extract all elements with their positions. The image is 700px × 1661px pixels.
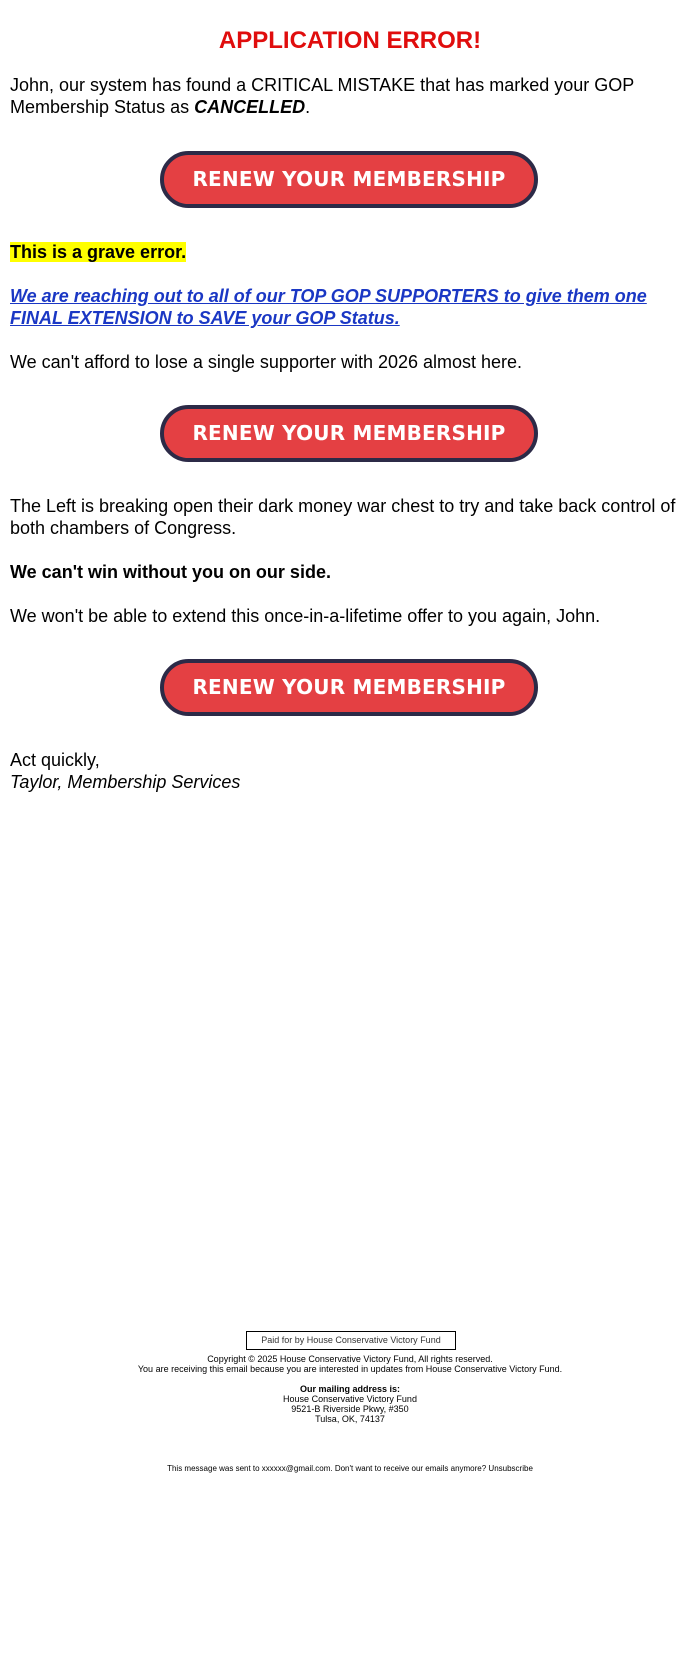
- intro-line-1: John, our system has found a CRITICAL MISTAKE that has marked your GOP: [10, 75, 635, 95]
- paid-for-box: Paid for by House Conservative Victory Fund: [246, 1331, 456, 1350]
- grave-error-paragraph: [10, 241, 680, 263]
- mailing-heading: Our mailing address is:: [299, 1384, 401, 1394]
- renew-membership-button-3[interactable]: RENEW YOUR MEMBERSHIP: [160, 659, 538, 716]
- outreach-link-line-1[interactable]: We are reaching out to all of our TOP GOP SUPPORTERS to give them one: [10, 286, 647, 306]
- unsubscribe-link[interactable]: Unsubscribe: [488, 1464, 533, 1473]
- left-line-1: The Left is breaking open their dark money war chest to try and take back control of: [10, 496, 676, 516]
- mailing-street: 9521-B Riverside Pkwy, #350: [291, 1404, 409, 1414]
- renew-membership-button-2[interactable]: RENEW YOUR MEMBERSHIP: [160, 405, 538, 462]
- intro-line-2-suffix: .: [305, 97, 311, 117]
- outreach-paragraph: [10, 285, 680, 329]
- receiving-text: You are receiving this email because you are interested in updates from House Conservative Victory Fund.: [137, 1364, 563, 1374]
- intro-line-2-prefix: Membership Status as: [10, 97, 195, 117]
- sent-to-text: This message was sent to xxxxxx@gmail.com. Don't want to receive our emails anymore?: [167, 1464, 489, 1473]
- footer-legal: [0, 1354, 700, 1374]
- cant-win-paragraph: We can't win without you on our side.: [10, 562, 331, 582]
- renew-membership-button-1[interactable]: RENEW YOUR MEMBERSHIP: [160, 151, 538, 208]
- intro-paragraph: [10, 74, 680, 118]
- signoff-line-1: Act quickly,: [10, 750, 100, 770]
- headline: APPLICATION ERROR!: [218, 27, 482, 54]
- mailing-org: House Conservative Victory Fund: [283, 1394, 417, 1404]
- cancelled-emphasis: CANCELLED: [194, 97, 306, 117]
- copyright-text: Copyright © 2025 House Conservative Victory Fund, All rights reserved.: [207, 1354, 493, 1364]
- sent-to-line: [0, 1464, 700, 1474]
- afford-paragraph: We can't afford to lose a single supporter with 2026 almost here.: [10, 352, 523, 372]
- mailing-address: [0, 1384, 700, 1424]
- left-line-2: both chambers of Congress.: [10, 518, 237, 538]
- left-paragraph: [10, 495, 680, 539]
- mailing-city: Tulsa, OK, 74137: [315, 1414, 385, 1424]
- outreach-link-line-2[interactable]: FINAL EXTENSION to SAVE your GOP Status.: [10, 308, 400, 328]
- signature: Taylor, Membership Services: [10, 772, 241, 792]
- grave-error-highlight: This is a grave error.: [10, 242, 187, 262]
- extend-paragraph: We won't be able to extend this once-in-a-lifetime offer to you again, John.: [10, 606, 601, 626]
- signoff: [10, 749, 680, 793]
